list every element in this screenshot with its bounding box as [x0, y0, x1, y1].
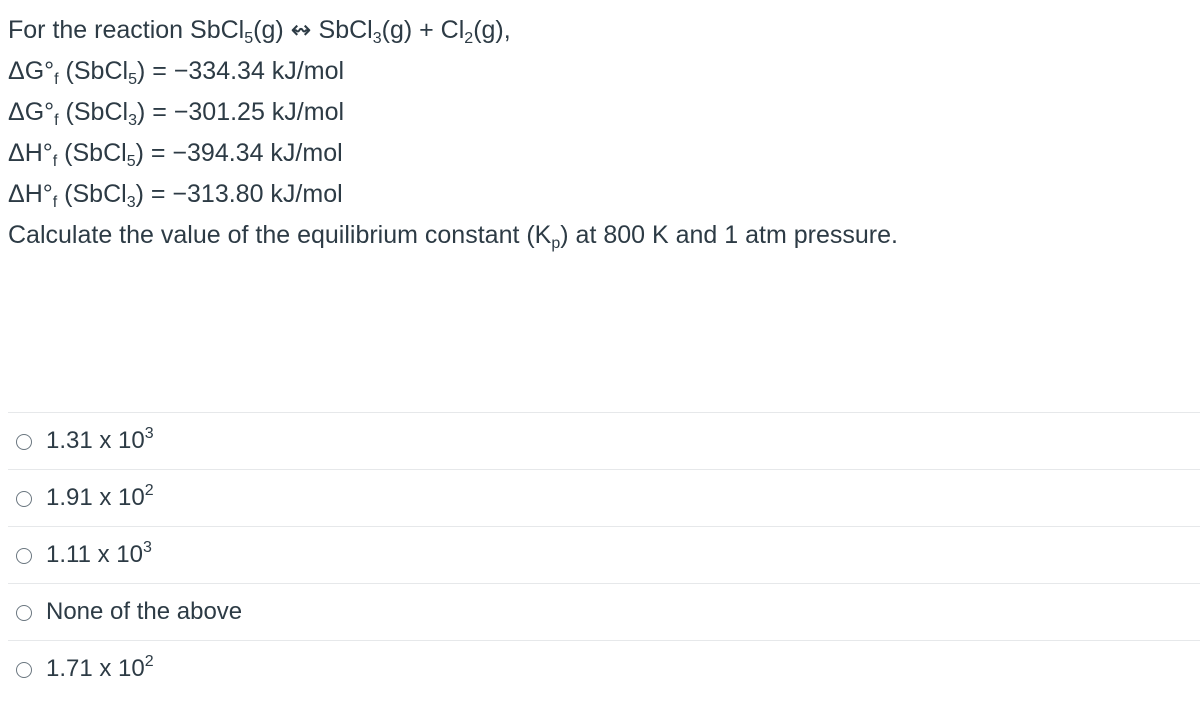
given-value-line — [8, 92, 1188, 133]
answer-label — [46, 655, 154, 683]
subscript: 5 — [128, 71, 137, 88]
subscript: 3 — [128, 112, 137, 129]
answer-label — [46, 598, 242, 626]
symbol: ΔH° — [8, 180, 53, 208]
answer-label — [46, 427, 154, 455]
subscript: 5 — [126, 153, 136, 170]
answer-base: 1.71 x 10 — [46, 655, 145, 682]
subscript: f — [52, 194, 58, 211]
given-value-line — [8, 133, 1188, 174]
answer-exponent: 2 — [144, 482, 154, 499]
subscript: 3 — [372, 30, 382, 47]
value: ) = −334.34 kJ/mol — [136, 57, 345, 85]
radio-button[interactable] — [16, 605, 32, 621]
answer-base: None of the above — [46, 598, 243, 625]
value: ) = −313.80 kJ/mol — [135, 180, 343, 208]
compound: (SbCl — [57, 139, 127, 167]
reaction-text: (g) + Cl — [381, 16, 465, 44]
symbol: ΔG° — [8, 57, 55, 85]
compound: (SbCl — [57, 180, 127, 208]
subscript: f — [54, 112, 59, 129]
radio-button[interactable] — [16, 434, 32, 450]
answer-option[interactable] — [8, 640, 1200, 697]
prompt-text: ) at 800 K and 1 atm pressure. — [560, 221, 898, 249]
subscript: f — [54, 71, 59, 88]
answer-exponent: 3 — [144, 425, 154, 442]
radio-button[interactable] — [16, 662, 32, 678]
reaction-line — [8, 10, 1188, 51]
symbol: ΔG° — [8, 98, 55, 126]
symbol: ΔH° — [8, 139, 53, 167]
radio-button[interactable] — [16, 491, 32, 507]
answer-option[interactable] — [8, 412, 1200, 469]
reaction-text: For the reaction SbCl — [8, 16, 245, 44]
given-value-line — [8, 174, 1188, 215]
given-value-line — [8, 51, 1188, 92]
reaction-text: (g), — [473, 16, 511, 44]
answer-base: 1.11 x 10 — [46, 541, 143, 568]
answer-base: 1.91 x 10 — [46, 484, 145, 511]
subscript: p — [551, 235, 561, 252]
prompt-text: Calculate the value of the equilibrium constant (K — [8, 221, 552, 249]
subscript: 3 — [126, 194, 136, 211]
radio-button[interactable] — [16, 548, 32, 564]
answer-exponent: 3 — [142, 539, 152, 556]
answer-list — [8, 412, 1200, 697]
reaction-text: (g) ↭ SbCl — [253, 16, 373, 44]
subscript: 2 — [464, 30, 474, 47]
question-prompt — [8, 215, 1188, 256]
answer-label — [46, 541, 152, 569]
value: ) = −394.34 kJ/mol — [135, 139, 343, 167]
answer-base: 1.31 x 10 — [46, 427, 145, 454]
value: ) = −301.25 kJ/mol — [136, 98, 345, 126]
question-text — [8, 10, 1188, 256]
compound: (SbCl — [58, 98, 129, 126]
answer-option[interactable] — [8, 583, 1200, 640]
subscript: f — [52, 153, 58, 170]
compound: (SbCl — [58, 57, 129, 85]
subscript: 5 — [244, 30, 254, 47]
answer-option[interactable] — [8, 526, 1200, 583]
answer-exponent: 2 — [144, 653, 154, 670]
answer-option[interactable] — [8, 469, 1200, 526]
answer-label — [46, 484, 154, 512]
